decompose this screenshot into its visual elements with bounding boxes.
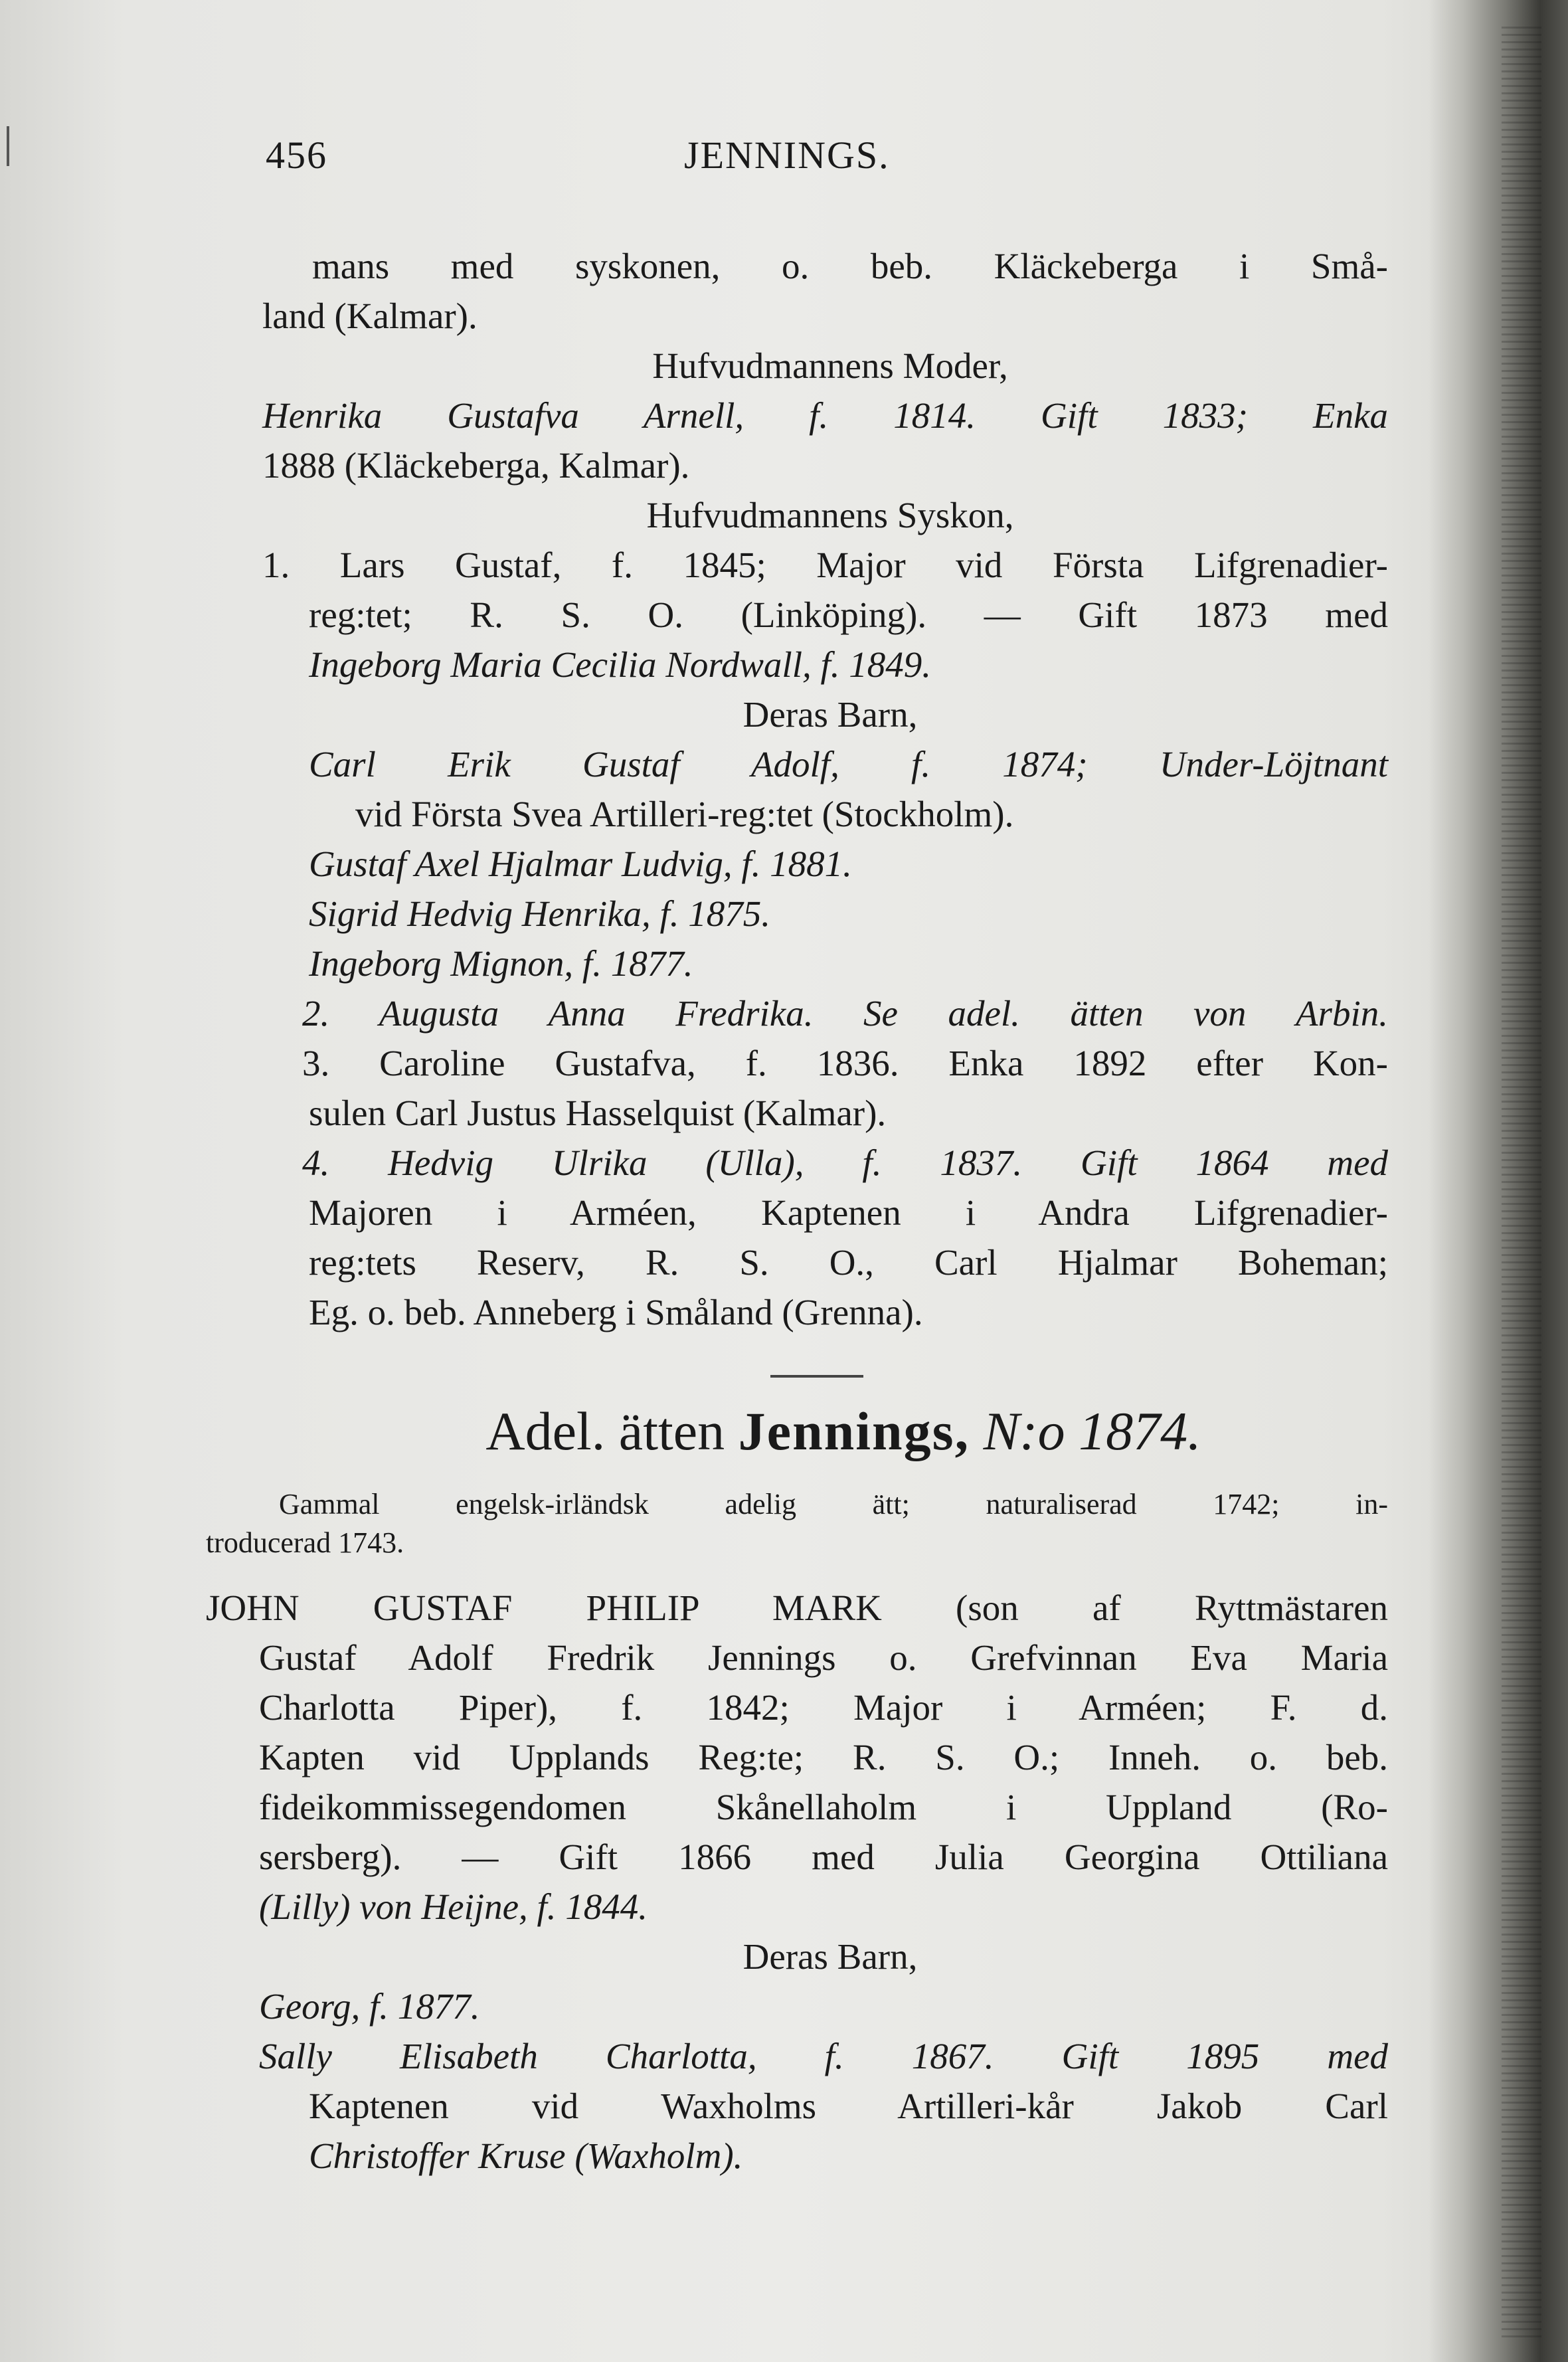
section-title xyxy=(279,1395,1408,1468)
text-line: 4. Hedvig Ulrika (Ulla), f. 1837. Gift 1864 med xyxy=(302,1142,1388,1183)
text-line: Gustaf Adolf Fredrik Jennings o. Grefvinnan Eva Maria xyxy=(259,1637,1388,1678)
text-line: Eg. o. beb. Anneberg i Småland (Grenna). xyxy=(309,1292,923,1332)
text-line: Sally Elisabeth Charlotta, f. 1867. Gift 1895 med xyxy=(259,2036,1388,2076)
text-line: 2. Augusta Anna Fredrika. Se adel. ätten von Arbin. xyxy=(302,993,1388,1034)
page-edge-mark xyxy=(7,126,9,166)
subheading: Hufvudmannens Moder, xyxy=(652,345,1008,386)
text-line: 1888 (Kläckeberga, Kalmar). xyxy=(262,445,690,486)
subheading: Deras Barn, xyxy=(742,694,918,735)
text-line: 1. Lars Gustaf, f. 1845; Major vid Första Lifgrenadier- xyxy=(262,545,1388,585)
subheading: Deras Barn, xyxy=(742,1936,918,1977)
text-line: (Lilly) von Heijne, f. 1844. xyxy=(259,1886,648,1927)
text-line: sulen Carl Justus Hasselquist (Kalmar). xyxy=(309,1093,887,1133)
text-line: Ingeborg Mignon, f. 1877. xyxy=(309,943,693,984)
text-line: Majoren i Arméen, Kaptenen i Andra Lifgrenadier- xyxy=(309,1192,1388,1233)
text-line: Ingeborg Maria Cecilia Nordwall, f. 1849. xyxy=(309,644,932,685)
page-header xyxy=(266,133,1395,193)
text-line: sersberg). — Gift 1866 med Julia Georgina Ottiliana xyxy=(259,1837,1388,1877)
text-line: Carl Erik Gustaf Adolf, f. 1874; Under-Löjtnant xyxy=(309,744,1388,784)
text-line: mans med syskonen, o. beb. Kläckeberga i Små- xyxy=(312,246,1388,286)
text-line: 3. Caroline Gustafva, f. 1836. Enka 1892 efter Kon- xyxy=(302,1043,1388,1083)
section-title-number: N:o 1874. xyxy=(983,1401,1201,1461)
binding-texture xyxy=(1502,27,1541,2338)
text-line: fideikommissegendomen Skånellaholm i Uppland (Ro- xyxy=(259,1787,1388,1827)
text-line: Kapten vid Upplands Reg:te; R. S. O.; Inneh. o. beb. xyxy=(259,1737,1388,1777)
section-divider xyxy=(770,1375,863,1378)
text-line: reg:tets Reserv, R. S. O., Carl Hjalmar Boheman; xyxy=(309,1242,1388,1283)
text-line: JOHN GUSTAF PHILIP MARK (son af Ryttmästaren xyxy=(206,1588,1388,1628)
text-line: Sigrid Hedvig Henrika, f. 1875. xyxy=(309,893,771,934)
text-line: Georg, f. 1877. xyxy=(259,1986,480,2027)
section-title-name: Jennings, xyxy=(738,1401,970,1461)
running-head: JENNINGS. xyxy=(684,134,890,177)
text-line: Christoffer Kruse (Waxholm). xyxy=(309,2135,743,2176)
text-line: Kaptenen vid Waxholms Artilleri-kår Jakob Carl xyxy=(309,2086,1388,2126)
text-line: reg:tet; R. S. O. (Linköping). — Gift 1873 med xyxy=(309,594,1388,635)
text-line: vid Första Svea Artilleri-reg:tet (Stockholm). xyxy=(355,794,1014,834)
text-line: Gustaf Axel Hjalmar Ludvig, f. 1881. xyxy=(309,844,852,884)
text-line: land (Kalmar). xyxy=(262,296,478,336)
text-line: Henrika Gustafva Arnell, f. 1814. Gift 1833; Enka xyxy=(262,395,1388,436)
subheading: Hufvudmannens Syskon, xyxy=(646,495,1014,535)
section-title-prefix: Adel. ätten xyxy=(485,1401,725,1461)
page-number: 456 xyxy=(266,134,327,177)
text-line: troducerad 1743. xyxy=(206,1526,404,1559)
text-line: Charlotta Piper), f. 1842; Major i Arméen; F. d. xyxy=(259,1687,1388,1728)
text-line: Gammal engelsk-irländsk adelig ätt; naturaliserad 1742; in- xyxy=(279,1488,1388,1520)
book-binding-shadow xyxy=(1429,0,1568,2362)
